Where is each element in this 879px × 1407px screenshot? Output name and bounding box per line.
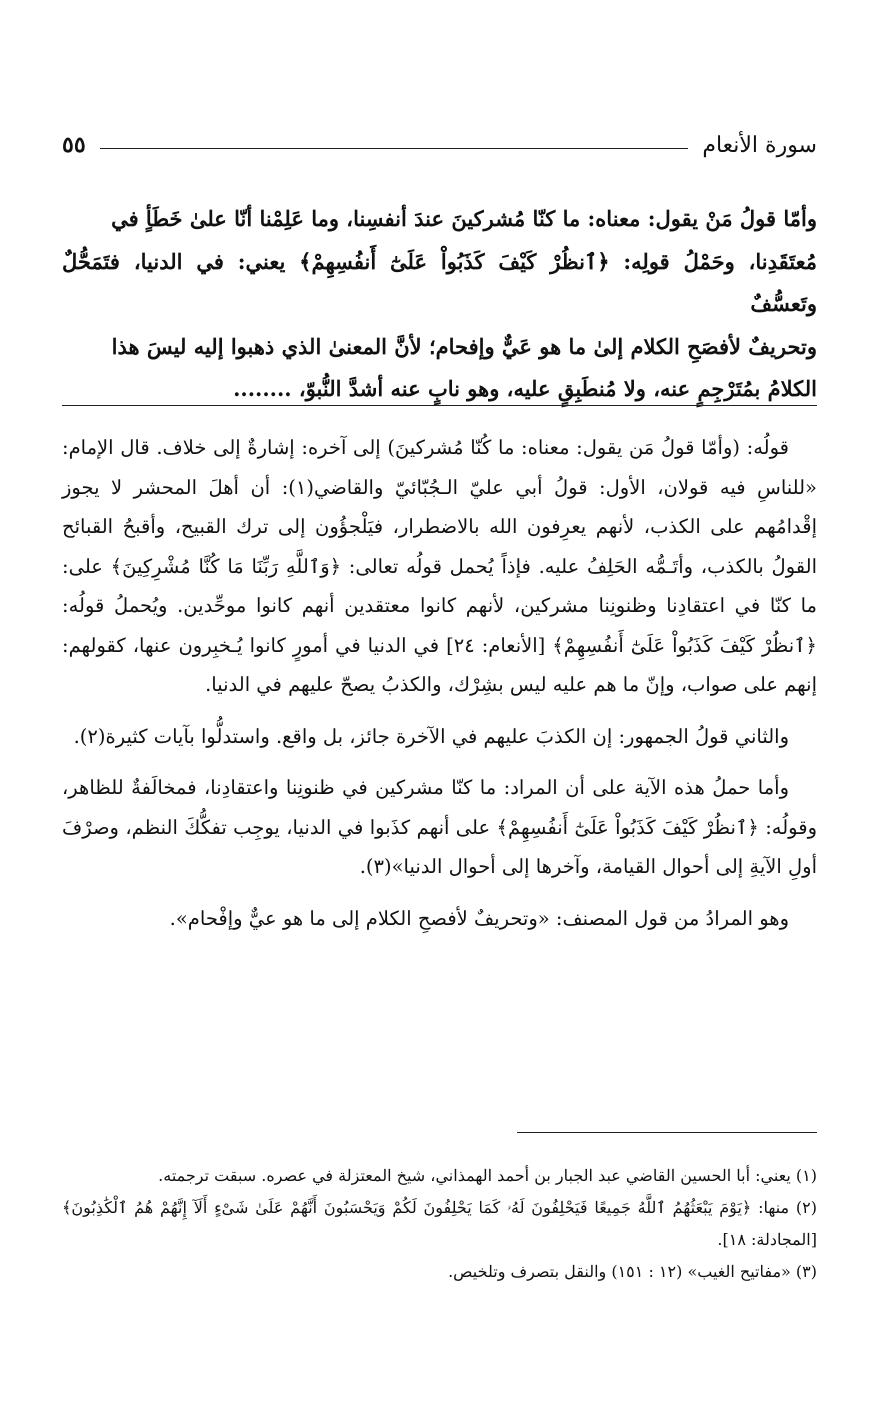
footnote-2: (٢) منها: ﴿يَوْمَ يَبْعَثُهُمُ ٱللَّهُ جَمِيعًا فَيَحْلِفُونَ لَهُۥ كَمَا يَحْلِفُونَ لَكُمْ وَيَحْسَبُونَ أَنَّهُمْ عَلَىٰ شَىْءٍ أَلَآ إِنَّهُمْ هُمُ ٱلْكَٰذِبُونَ﴾ [المجادلة: ١٨]. [62,1198,817,1249]
page-number: ٥٥ [62,132,86,158]
commentary-paragraph-1: قولُه: (وأمّا قولُ مَن يقول: معناه: ما كُنّا مُشركينَ) إلى آخره: إشارةٌ إلى خلاف. قال الإمام: «للناسِ فيه قولان، الأول: قولُ أبي عليّ الـجُبّائيّ والقاضي(١): أن أهلَ المحشر لا يجوز إقْدامُهم على الكذب، لأنهم يعرِفون الله بالاضطرار، فيَلْجؤُون إلى ترك القبيح، وأقبحُ القبائح القولُ بالكذب، وأتَـمُّه الحَلِفُ عليه. فإذاً يُحمل قولُه تعالى: ﴿وَٱللَّهِ رَبِّنَا مَا كُنَّا مُشْرِكِينَ﴾ على: ما كنّا في اعتقادِنا وظنونِنا مشركين، لأنهم كانوا معتقدين أنهم كانوا موحِّدين. ويُحملُ قولُه: ﴿ٱنظُرْ كَيْفَ كَذَبُواْ عَلَىٰٓ أَنفُسِهِمْ﴾ [الأنعام: ٢٤] في الدنيا في أمورٍ كانوا يُـخبِرون عنها، كقولهم: إنهم على صواب، وإنّ ما هم عليه ليس بشِرْك، والكذبُ يصحّ عليهم في الدنيا. [62,436,817,696]
commentary-paragraph-2: والثاني قولُ الجمهور: إن الكذبَ عليهم في الآخرة جائز، بل واقع. واستدلُّوا بآيات كثيرة(٢). [73,724,789,748]
section-divider [62,405,817,406]
commentary-paragraph-3: وأما حملُ هذه الآية على أن المراد: ما كنّا مشركين في ظنونِنا واعتقادِنا، فمخالَفةٌ للظاهر، وقولُه: ﴿ٱنظُرْ كَيْفَ كَذَبُواْ عَلَىٰٓ أَنفُسِهِمْ﴾ على أنهم كذَبوا في الدنيا، يوجِب تفكُّكَ النظم، وصرْفَ أولِ الآيةِ إلى أحوال القيامة، وآخرها إلى أحوال الدنيا»(٣). [62,776,817,878]
main-text-line-4: الكلامُ بمُتَرْجِمٍ عنه، ولا مُنطَبِقٍ عليه، وهو نابٍ عنه أشدَّ النُّبوّ، ........ [233,376,817,401]
footnote-rule [517,1132,817,1133]
main-text [62,198,817,411]
main-text-line-2: مُعتَقَدِنا، وحَمْلُ قولِه: ﴿ٱنظُرْ كَيْفَ كَذَبُواْ عَلَىٰٓ أَنفُسِهِمْ﴾ يعني: في الدنيا، فتَمَحُّلٌ وتَعسُّفٌ [62,248,817,316]
main-text-line-3: وتحريفٌ لأفصَحِ الكلام إلىٰ ما هو عَيٌّ وإفحام؛ لأنَّ المعنىٰ الذي ذهبوا إليه ليسَ هذا [111,333,817,359]
footnotes [62,1160,817,1288]
commentary [62,428,817,950]
main-text-line-1: وأمّا قولُ مَنْ يقول: معناه: ما كنّا مُشركينَ عندَ أنفسِنا، وما عَلِمْنا أنّا علىٰ خَطَأٍ في [111,206,817,231]
surah-title: سورة الأنعام [702,132,817,158]
footnote-3: (٣) «مفاتيح الغيب» (١٢ : ١٥١) والنقل بتصرف وتلخيص. [448,1262,817,1281]
footnote-1: (١) يعني: أبا الحسين القاضي عبد الجبار بن أحمد الهمذاني، شيخ المعتزلة في عصره. سبقت ترجمته. [158,1166,817,1185]
commentary-paragraph-4: وهو المرادُ من قول المصنف: «وتحريفٌ لأفصحِ الكلام إلى ما هو عيٌّ وإفْحام». [169,906,789,930]
page-header [62,128,817,162]
header-rule [100,148,689,149]
